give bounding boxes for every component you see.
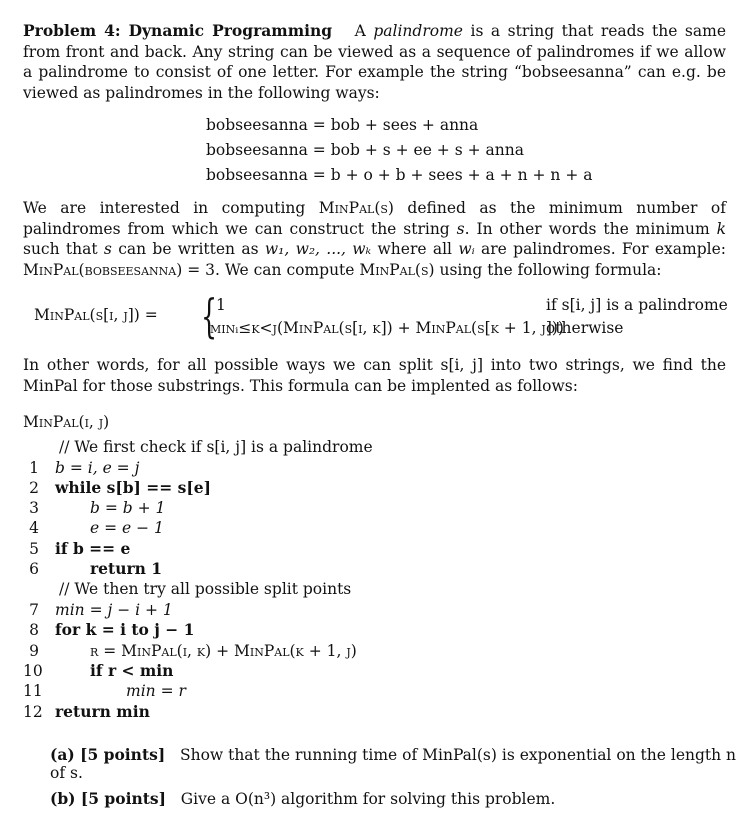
line-text: return 1 xyxy=(90,559,163,578)
line-number: 6 xyxy=(29,560,39,578)
line-text: e = e − 1 xyxy=(90,519,164,537)
formula-lhs: MinPal(s[i, j]) = xyxy=(34,306,158,324)
code-line xyxy=(23,620,723,640)
line-number: 12 xyxy=(23,703,43,721)
code-line xyxy=(23,458,723,478)
line-number: 4 xyxy=(29,519,39,537)
code-line xyxy=(23,641,723,661)
question-b xyxy=(50,789,555,808)
example-2: bobseesanna = bob + s + ee + s + anna xyxy=(206,141,524,159)
p2-text-6: where all xyxy=(377,240,452,258)
formula-case2-cond: otherwise xyxy=(546,319,624,337)
line-text: min = j − i + 1 xyxy=(55,601,173,619)
question-b-label: (b) [5 points] xyxy=(50,789,166,808)
line-text: for k = i to j − 1 xyxy=(55,620,195,639)
problem-intro xyxy=(23,21,726,103)
problem-heading: Problem 4: Dynamic Programming xyxy=(23,21,333,40)
formula-case1-value: 1 xyxy=(216,296,226,314)
example-1: bobseesanna = bob + sees + anna xyxy=(206,116,479,134)
p2-s-2: s xyxy=(103,240,112,258)
line-number: 3 xyxy=(29,499,39,517)
line-text: // We then try all possible split points xyxy=(59,580,352,598)
minpal-formula xyxy=(34,289,734,344)
line-number: 1 xyxy=(29,459,39,477)
p2-text-1: We are interested in computing xyxy=(23,199,306,217)
formula-case2-value: minᵢ≤k<j(MinPal(s[i, k]) + MinPal(s[k + 1, j])) xyxy=(210,319,564,337)
formula-brace: { xyxy=(201,289,218,343)
paragraph-2 xyxy=(23,198,726,280)
p2-wseq: w₁, w₂, ..., wₖ xyxy=(264,240,372,258)
line-number: 7 xyxy=(29,601,39,619)
code-line xyxy=(23,498,723,518)
code-line xyxy=(23,702,723,722)
line-number: 10 xyxy=(23,662,43,680)
intro-text-2: is a string that reads the same from front and back. Any string can be viewed as a sequence of palindromes if we allow a palindrome to consist of one letter. For example the string “bobseesanna” can e.g. be viewed as palindromes in the following ways: xyxy=(23,22,726,102)
code-line xyxy=(23,539,723,559)
p2-text-9: using the following formula: xyxy=(439,260,662,279)
p2-wi: wᵢ xyxy=(458,240,475,258)
line-text: // We first check if s[i, j] is a palindrome xyxy=(59,438,373,456)
p2-text-4: such that xyxy=(23,240,98,258)
p2-text-2: defined as the minimum number of palindromes from which we can construct the string xyxy=(23,199,726,238)
line-number: 9 xyxy=(29,642,39,660)
p2-s: s xyxy=(456,219,465,238)
question-a-label: (a) [5 points] xyxy=(50,745,166,764)
formula-case1-cond: if s[i, j] is a palindrome xyxy=(546,296,728,314)
line-text: if r < min xyxy=(90,661,174,680)
paragraph-3: In other words, for all possible ways we can split s[i, j] into two strings, we find the MinPal for those substrings. This formula can be implented as follows: xyxy=(23,356,726,395)
p2-example-eq: MinPal(bobseesanna) = 3. xyxy=(23,260,220,279)
p2-text-8: We can compute xyxy=(224,260,355,279)
p2-minpal-s: MinPal(s) xyxy=(318,199,394,217)
algorithm-title: MinPal(i, j) xyxy=(23,413,110,431)
intro-text-1: A xyxy=(354,22,366,40)
p2-text-3: . In other words the minimum xyxy=(464,219,710,238)
p2-minpal-s-2: MinPal(s) xyxy=(359,260,435,279)
line-text: b = i, e = j xyxy=(55,459,140,477)
line-text: if b == e xyxy=(55,539,131,558)
line-number: 2 xyxy=(29,479,39,497)
code-line xyxy=(23,681,723,701)
intro-term: palindrome xyxy=(373,22,463,40)
p2-text-7: are palindromes. For example: xyxy=(481,240,726,258)
line-text: min = r xyxy=(126,682,186,700)
question-a-text: Show that the running time of MinPal(s) is exponential on the length n of s. xyxy=(50,746,737,782)
code-line xyxy=(23,579,723,599)
code-line xyxy=(23,600,723,620)
line-text: r = MinPal(i, k) + MinPal(k + 1, j) xyxy=(90,642,357,660)
line-text: return min xyxy=(55,702,150,721)
line-number: 11 xyxy=(23,682,43,700)
code-line xyxy=(23,478,723,498)
p2-text-5: can be written as xyxy=(118,240,259,258)
question-b-text: Give a O(n³) algorithm for solving this problem. xyxy=(180,790,556,808)
question-a xyxy=(50,745,752,782)
p2-k: k xyxy=(716,219,727,238)
example-3: bobseesanna = b + o + b + sees + a + n + n + a xyxy=(206,166,593,184)
line-text: while s[b] == s[e] xyxy=(55,478,211,497)
line-number: 5 xyxy=(29,540,39,558)
line-number: 8 xyxy=(29,621,39,639)
code-line xyxy=(23,518,723,538)
code-line xyxy=(23,661,723,681)
line-text: b = b + 1 xyxy=(90,499,166,517)
code-line xyxy=(23,437,723,457)
code-line xyxy=(23,559,723,579)
